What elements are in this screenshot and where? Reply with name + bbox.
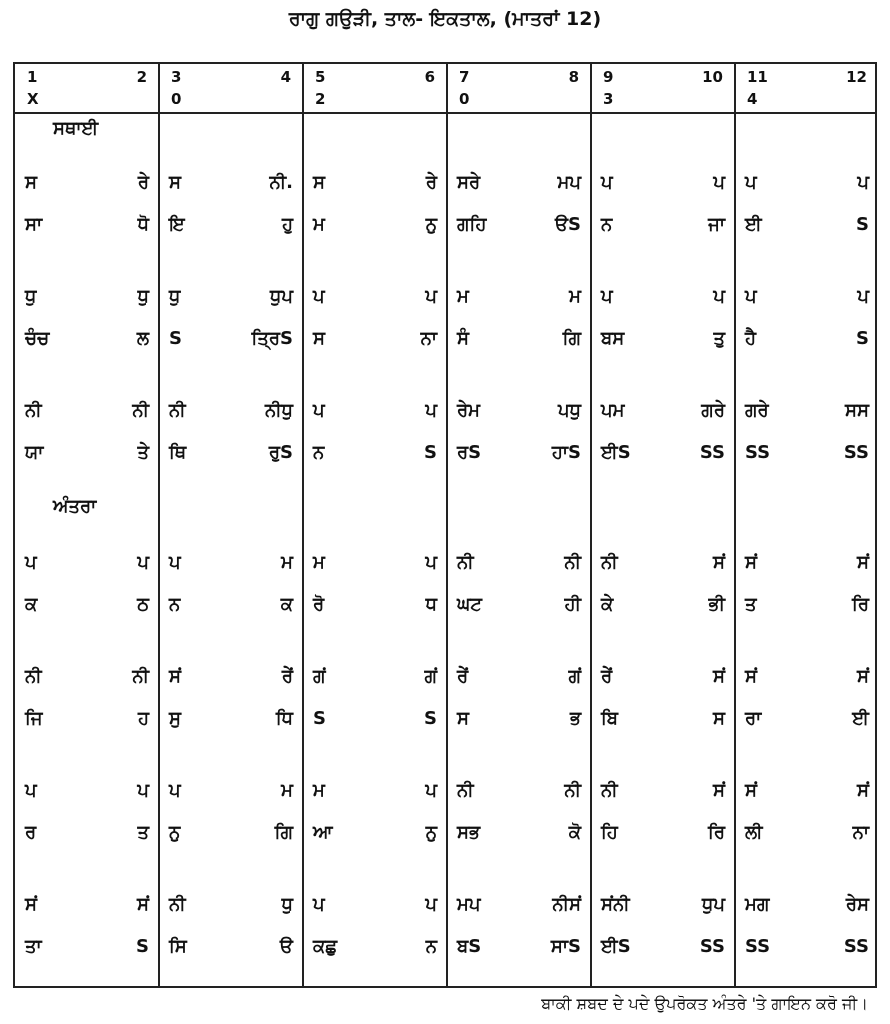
bol-cell: ਨੁ <box>425 214 437 235</box>
bol-cell: ਗਿ <box>274 822 293 843</box>
bol-cell: ਸਭ <box>457 822 481 843</box>
swar-cell: ਸਂ <box>169 666 181 687</box>
beat-number-8: 8 <box>568 68 579 86</box>
bol-cell: ਚੰਚ <box>25 328 50 349</box>
beat-number-2: 2 <box>136 68 147 86</box>
swar-cell: ਪ <box>169 780 181 801</box>
swar-cell: ਪ <box>425 894 437 915</box>
swar-cell: ਪ <box>25 552 37 573</box>
taal-marker-2: 0 <box>171 90 182 108</box>
beat-number-5: 5 <box>315 68 326 86</box>
swar-cell: ਸਂ <box>745 780 757 801</box>
vibhaag-divider-5 <box>734 64 736 986</box>
bol-cell: ਕ <box>25 594 38 615</box>
bol-cell: ਭੀ <box>708 594 725 615</box>
bol-cell: ਈS <box>601 442 631 463</box>
bol-cell: ਇ <box>169 214 185 235</box>
swar-cell: ਨੀ <box>564 780 581 801</box>
bol-cell: ਸਾS <box>550 936 581 957</box>
swar-cell: ਰੇਂ <box>281 666 293 687</box>
notation-table <box>13 62 877 988</box>
bol-cell: ਬਸ <box>601 328 625 349</box>
swar-cell: ਨੀ <box>25 666 42 687</box>
bol-cell: ਨੁ <box>169 822 181 843</box>
swar-cell: ਨੀ <box>25 400 42 421</box>
swar-cell: ਪ <box>313 286 325 307</box>
bol-cell: SS <box>843 442 869 463</box>
bol-cell: ਤੇ <box>137 442 149 463</box>
beat-number-4: 4 <box>280 68 291 86</box>
swar-cell: ਸਂ <box>857 780 869 801</box>
swar-cell: ਪ <box>137 780 149 801</box>
swar-cell: ਨੀ <box>457 780 474 801</box>
swar-cell: ਸਂ <box>857 666 869 687</box>
bol-cell: ਧ <box>425 594 437 615</box>
bol-cell: ਈS <box>601 936 631 957</box>
bol-cell: ਰੋ <box>313 594 325 615</box>
bol-cell: ਨਾ <box>420 328 437 349</box>
swar-cell: ਮਗ <box>745 894 770 915</box>
bol-cell: ਹੀ <box>564 594 581 615</box>
swar-cell: ਧੁ <box>25 286 37 307</box>
taal-marker-1: X <box>27 90 39 108</box>
swar-cell: ਪ <box>425 400 437 421</box>
swar-cell: ਨੀ <box>564 552 581 573</box>
bol-cell: ਨ <box>169 594 181 615</box>
antra-label: ਅੰਤਰਾ <box>53 496 97 517</box>
bol-cell: SS <box>699 442 725 463</box>
swar-cell: ਧੁ <box>137 286 149 307</box>
swar-cell: ਸਂ <box>25 894 37 915</box>
bol-cell: ਤ੍ਰਿS <box>251 328 293 349</box>
taal-marker-4: 0 <box>459 90 470 108</box>
bol-cell: ਸਿ <box>169 936 187 957</box>
bol-cell: SS <box>745 442 771 463</box>
bol-cell: ਈ <box>852 708 869 729</box>
swar-cell: ਰੇਸ <box>845 894 869 915</box>
swar-cell: ਮ <box>281 552 293 573</box>
swar-cell: ਮਪ <box>557 172 581 193</box>
bol-cell: ਧੋ <box>137 214 149 235</box>
swar-cell: ਸਰੇ <box>457 172 481 193</box>
bol-cell: ਸ <box>313 328 325 349</box>
bol-cell: SS <box>745 936 771 957</box>
swar-cell: ਗਂ <box>424 666 437 687</box>
bol-cell: ਭ <box>569 708 581 729</box>
taal-marker-6: 4 <box>747 90 758 108</box>
swar-cell: ਨੀ <box>457 552 474 573</box>
swar-cell: ਸਂ <box>745 552 757 573</box>
bol-cell: ਰ <box>25 822 37 843</box>
swar-cell: ਨੀ <box>169 894 186 915</box>
bol-cell: ਹ <box>137 708 149 729</box>
bol-cell: ਥਿ <box>169 442 187 463</box>
bol-cell: ਕੇ <box>601 594 614 615</box>
header-divider <box>15 112 875 114</box>
vibhaag-divider-1 <box>158 64 160 986</box>
bol-cell: SS <box>843 936 869 957</box>
swar-cell: ਸਸ <box>845 400 869 421</box>
swar-cell: ਨੀ <box>601 780 618 801</box>
bol-cell: S <box>424 708 437 729</box>
swar-cell: ਪਧੁ <box>558 400 581 421</box>
beat-number-1: 1 <box>27 68 38 86</box>
bol-cell: ਲ <box>136 328 149 349</box>
swar-cell: ਨੀ. <box>269 172 293 193</box>
bol-cell: ਰਾ <box>745 708 762 729</box>
vibhaag-divider-2 <box>302 64 304 986</box>
swar-cell: ਸ <box>313 172 325 193</box>
bol-cell: ਗਿ <box>562 328 581 349</box>
bol-cell: SS <box>699 936 725 957</box>
beat-number-7: 7 <box>459 68 470 86</box>
swar-cell: ਪ <box>425 286 437 307</box>
swar-cell: ਸ <box>25 172 37 193</box>
bol-cell: ਈ <box>745 214 762 235</box>
swar-cell: ਪ <box>25 780 37 801</box>
bol-cell: ਕੋ <box>568 822 581 843</box>
beat-number-9: 9 <box>603 68 614 86</box>
bol-cell: S <box>856 328 869 349</box>
bol-cell: ਲੀ <box>745 822 763 843</box>
sthayi-label: ਸਥਾਈ <box>53 118 99 139</box>
swar-cell: ਨੀ <box>601 552 618 573</box>
bol-cell: ਸਾ <box>25 214 43 235</box>
swar-cell: ਮ <box>457 286 469 307</box>
bol-cell: S <box>856 214 869 235</box>
bol-cell: ਤ <box>137 822 149 843</box>
beat-number-6: 6 <box>424 68 435 86</box>
swar-cell: ਸਂ <box>857 552 869 573</box>
bol-cell: ਯਾ <box>25 442 44 463</box>
swar-cell: ਸਂ <box>137 894 149 915</box>
bol-cell: ਧਿ <box>275 708 293 729</box>
swar-cell: ਨੀ <box>132 400 149 421</box>
swar-cell: ਨੀ <box>132 666 149 687</box>
swar-cell: ਪ <box>745 286 757 307</box>
bol-cell: ਹੁ <box>281 214 293 235</box>
swar-cell: ਪ <box>425 780 437 801</box>
swar-cell: ਗਰੇ <box>701 400 725 421</box>
beat-number-11: 11 <box>747 68 768 86</box>
bol-cell: ਸੰ <box>457 328 469 349</box>
beat-number-12: 12 <box>846 68 867 86</box>
swar-cell: ਪ <box>137 552 149 573</box>
swar-cell: ਮ <box>313 552 325 573</box>
swar-cell: ਪ <box>713 286 725 307</box>
swar-cell: ਸਂ <box>713 552 725 573</box>
beat-number-10: 10 <box>702 68 723 86</box>
swar-cell: ਗਂ <box>568 666 581 687</box>
bol-cell: ਕ <box>280 594 293 615</box>
swar-cell: ਪ <box>169 552 181 573</box>
bol-cell: S <box>313 708 326 729</box>
bol-cell: ਕਛੁ <box>313 936 338 957</box>
swar-cell: ਮਪ <box>457 894 481 915</box>
swar-cell: ਪ <box>745 172 757 193</box>
bol-cell: S <box>169 328 182 349</box>
swar-cell: ਸ <box>169 172 181 193</box>
bol-cell: ਹਿ <box>601 822 618 843</box>
bol-cell: ਬS <box>457 936 482 957</box>
swar-cell: ਪ <box>713 172 725 193</box>
bol-cell: ਨੁ <box>425 822 437 843</box>
bol-cell: ਸੁ <box>169 708 181 729</box>
bol-cell: ਘਟ <box>457 594 482 615</box>
swar-cell: ਮ <box>281 780 293 801</box>
swar-cell: ਪ <box>313 894 325 915</box>
bol-cell: ਠ <box>137 594 149 615</box>
swar-cell: ਪਮ <box>601 400 625 421</box>
beat-number-3: 3 <box>171 68 182 86</box>
bol-cell: S <box>424 442 437 463</box>
swar-cell: ਮ <box>313 780 325 801</box>
vibhaag-divider-4 <box>590 64 592 986</box>
bol-cell: ਰੁS <box>268 442 293 463</box>
bol-cell: ਨ <box>313 442 325 463</box>
bol-cell: ਰS <box>457 442 482 463</box>
taal-marker-3: 2 <box>315 90 326 108</box>
bol-cell: ਰਿ <box>852 594 869 615</box>
swar-cell: ਪ <box>857 286 869 307</box>
swar-cell: ਨੀ <box>169 400 186 421</box>
swar-cell: ਗਰੇ <box>745 400 769 421</box>
bol-cell: ਨ <box>425 936 437 957</box>
footer-note: ਬਾਕੀ ਸ਼ਬਦ ਦੇ ਪਦੇ ਉਪਰੋਕਤ ਅੰਤਰੇ 'ਤੇ ਗਾਇਨ ਕਰੋ ਜੀ। <box>541 994 868 1013</box>
bol-cell: ਤਾ <box>25 936 42 957</box>
swar-cell: ਮ <box>569 286 581 307</box>
swar-cell: ਨੀਧੁ <box>264 400 293 421</box>
bol-cell: ਜਿ <box>25 708 43 729</box>
swar-cell: ਰੇਂ <box>457 666 469 687</box>
bol-cell: ਹੈ <box>745 328 757 349</box>
page-title: ਰਾਗੁ ਗਉੜੀ, ਤਾਲ- ਇਕਤਾਲ, (ਮਾਤਰਾਂ 12) <box>288 8 602 30</box>
swar-cell: ਪ <box>857 172 869 193</box>
swar-cell: ਸਂ <box>713 666 725 687</box>
swar-cell: ਨੀਸਂ <box>552 894 581 915</box>
bol-cell: ੳS <box>554 214 581 235</box>
bol-cell: ਸ <box>713 708 725 729</box>
swar-cell: ਰੇਮ <box>457 400 481 421</box>
swar-cell: ਪ <box>601 172 613 193</box>
bol-cell: ਬਿ <box>601 708 619 729</box>
swar-cell: ਧੁ <box>281 894 293 915</box>
swar-cell: ਧੁਪ <box>270 286 293 307</box>
bol-cell: ਤ <box>745 594 757 615</box>
bol-cell: ਤੁ <box>713 328 725 349</box>
swar-cell: ਧੁ <box>169 286 181 307</box>
bol-cell: ਆ <box>313 822 333 843</box>
swar-cell: ਰੇ <box>425 172 437 193</box>
swar-cell: ਧੁਪ <box>702 894 725 915</box>
bol-cell: ਹਾS <box>551 442 581 463</box>
taal-marker-5: 3 <box>603 90 614 108</box>
swar-cell: ਪ <box>601 286 613 307</box>
bol-cell: ਮ <box>313 214 325 235</box>
vibhaag-divider-3 <box>446 64 448 986</box>
bol-cell: ੳ <box>279 936 293 957</box>
swar-cell: ਰੇ <box>137 172 149 193</box>
bol-cell: ਗਹਿ <box>457 214 487 235</box>
bol-cell: ਨਾ <box>852 822 869 843</box>
swar-cell: ਪ <box>313 400 325 421</box>
bol-cell: ਜਾ <box>708 214 725 235</box>
swar-cell: ਸਂ <box>745 666 757 687</box>
bol-cell: S <box>136 936 149 957</box>
swar-cell: ਪ <box>425 552 437 573</box>
swar-cell: ਰੇਂ <box>601 666 613 687</box>
bol-cell: ਨ <box>601 214 613 235</box>
swar-cell: ਸਂਨੀ <box>601 894 630 915</box>
bol-cell: ਰਿ <box>708 822 725 843</box>
swar-cell: ਗਂ <box>313 666 326 687</box>
swar-cell: ਸਂ <box>713 780 725 801</box>
bol-cell: ਸ <box>457 708 469 729</box>
